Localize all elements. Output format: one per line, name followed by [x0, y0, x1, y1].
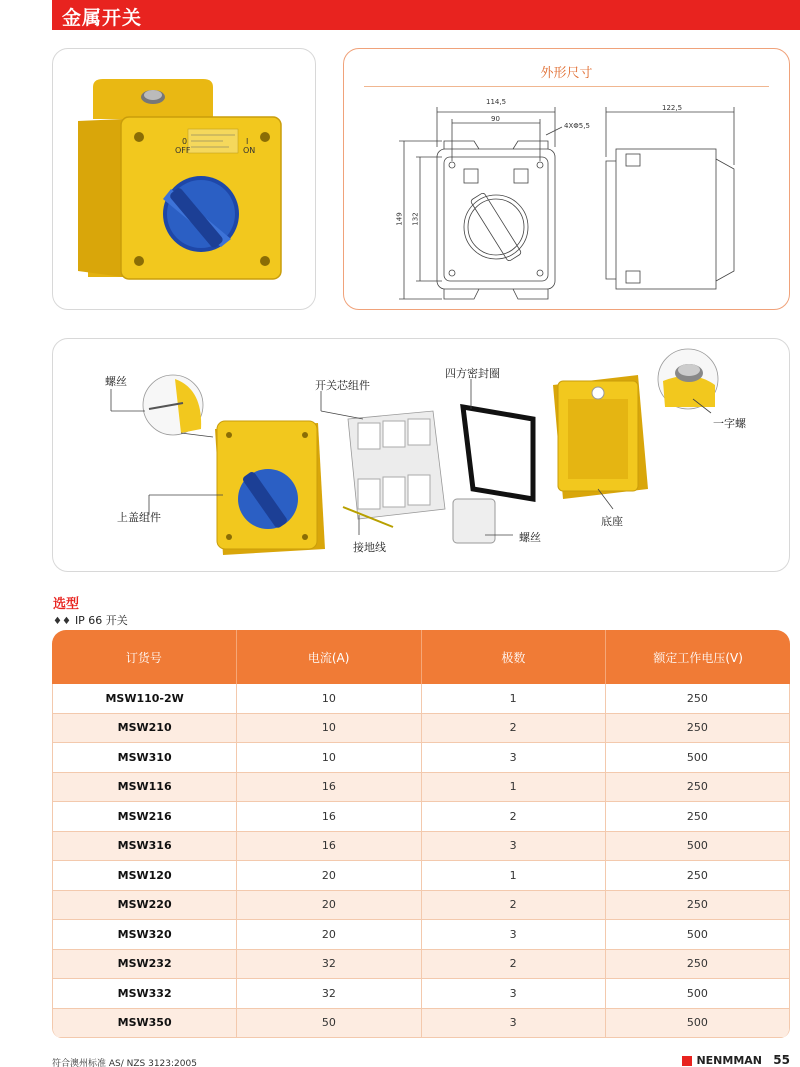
cell-voltage: 250 — [605, 950, 789, 979]
table-row — [53, 684, 789, 714]
cell-poles: 2 — [421, 802, 605, 831]
cell-voltage: 500 — [605, 832, 789, 861]
cell-current: 32 — [236, 950, 420, 979]
col-order-no: 订货号 — [125, 650, 162, 665]
cell-poles: 1 — [421, 773, 605, 802]
cell-current: 20 — [236, 861, 420, 890]
cell-current: 20 — [236, 920, 420, 949]
selection-title: 选型 — [53, 597, 80, 612]
table-row — [53, 743, 789, 773]
cell-poles: 1 — [421, 861, 605, 890]
cell-current: 10 — [236, 743, 420, 772]
cell-voltage: 250 — [605, 802, 789, 831]
cell-order-no: MSW110-2W — [105, 691, 184, 705]
product-photo-card — [52, 48, 316, 310]
brand-name: NENMMAN — [696, 1054, 762, 1067]
table-row — [53, 714, 789, 744]
dim-height-outer: 149 — [395, 212, 404, 226]
cell-order-no: MSW232 — [117, 957, 172, 971]
cell-voltage: 500 — [605, 920, 789, 949]
table-row — [53, 832, 789, 862]
dimension-title: 外形尺寸 — [540, 66, 593, 81]
ip-rating-note — [53, 612, 128, 628]
cell-current: 50 — [236, 1009, 420, 1038]
callout-cover: 上盖组件 — [117, 511, 161, 524]
off-symbol: 0 — [182, 137, 188, 146]
callout-screw-top: 螺丝 — [105, 375, 127, 388]
cell-voltage: 500 — [605, 1009, 789, 1038]
cell-poles: 3 — [421, 920, 605, 949]
dim-width-inner: 90 — [491, 115, 500, 123]
col-voltage: 额定工作电压(V) — [605, 630, 790, 684]
callout-slot-screw: 一字螺 — [713, 417, 746, 430]
brand — [682, 1054, 762, 1067]
ip-rating-text: IP 66 开关 — [74, 614, 128, 627]
table-row — [53, 1009, 789, 1039]
callout-gasket: 四方密封圈 — [445, 367, 500, 380]
cell-poles: 3 — [421, 743, 605, 772]
product-photo — [53, 49, 317, 311]
callout-ground: 接地线 — [353, 541, 386, 554]
exploded-view-card — [52, 338, 790, 572]
cell-poles: 2 — [421, 714, 605, 743]
cell-order-no: MSW310 — [117, 750, 172, 764]
table-row — [53, 861, 789, 891]
table-body — [52, 684, 790, 1038]
cell-order-no: MSW216 — [117, 809, 172, 823]
cell-current: 10 — [236, 714, 420, 743]
table-row — [53, 979, 789, 1009]
off-label: OFF — [175, 146, 191, 155]
cell-order-no: MSW210 — [117, 721, 172, 735]
dimension-card — [343, 48, 790, 310]
cell-poles: 3 — [421, 1009, 605, 1038]
callout-screw-bottom: 螺丝 — [519, 531, 541, 544]
cell-current: 16 — [236, 773, 420, 802]
brand-square-icon — [682, 1056, 692, 1066]
cell-order-no: MSW332 — [117, 986, 172, 1000]
cell-voltage: 500 — [605, 979, 789, 1008]
dim-depth: 122,5 — [662, 104, 683, 112]
cell-order-no: MSW350 — [117, 1016, 172, 1030]
col-current: 电流(A) — [236, 630, 421, 684]
cell-order-no: MSW116 — [117, 780, 172, 794]
cell-voltage: 250 — [605, 773, 789, 802]
cell-voltage: 500 — [605, 743, 789, 772]
page-number: 55 — [773, 1053, 790, 1067]
selection-table — [52, 630, 790, 1038]
cell-order-no: MSW320 — [117, 927, 172, 941]
cell-poles: 2 — [421, 891, 605, 920]
on-symbol: I — [246, 137, 249, 146]
cell-order-no: MSW220 — [117, 898, 172, 912]
cell-voltage: 250 — [605, 861, 789, 890]
page-title-bar — [52, 0, 800, 30]
dimension-drawing — [344, 49, 791, 311]
cell-current: 32 — [236, 979, 420, 1008]
table-row — [53, 802, 789, 832]
dim-holes: 4XΦ5,5 — [564, 122, 590, 130]
cell-poles: 3 — [421, 832, 605, 861]
cell-poles: 3 — [421, 979, 605, 1008]
callout-base: 底座 — [601, 515, 623, 528]
cell-voltage: 250 — [605, 714, 789, 743]
cell-poles: 1 — [421, 684, 605, 713]
table-row — [53, 950, 789, 980]
dim-width-outer: 114,5 — [486, 98, 507, 106]
cell-voltage: 250 — [605, 891, 789, 920]
exploded-view — [53, 339, 791, 573]
table-header — [52, 630, 790, 684]
table-row — [53, 891, 789, 921]
col-poles: 极数 — [421, 630, 606, 684]
cell-order-no: MSW316 — [117, 839, 172, 853]
cell-current: 20 — [236, 891, 420, 920]
cell-current: 16 — [236, 832, 420, 861]
page-title: 金属开关 — [62, 7, 143, 29]
table-row — [53, 920, 789, 950]
standard-note: 符合澳州标准 AS/ NZS 3123:2005 — [52, 1059, 197, 1067]
callout-core: 开关芯组件 — [315, 379, 370, 392]
water-drops-icon: ♦♦ — [53, 616, 71, 627]
table-row — [53, 773, 789, 803]
dim-height-inner: 132 — [411, 212, 420, 226]
cell-voltage: 250 — [605, 684, 789, 713]
cell-poles: 2 — [421, 950, 605, 979]
cell-order-no: MSW120 — [117, 868, 172, 882]
cell-current: 16 — [236, 802, 420, 831]
cell-current: 10 — [236, 684, 420, 713]
on-label: ON — [243, 146, 256, 155]
